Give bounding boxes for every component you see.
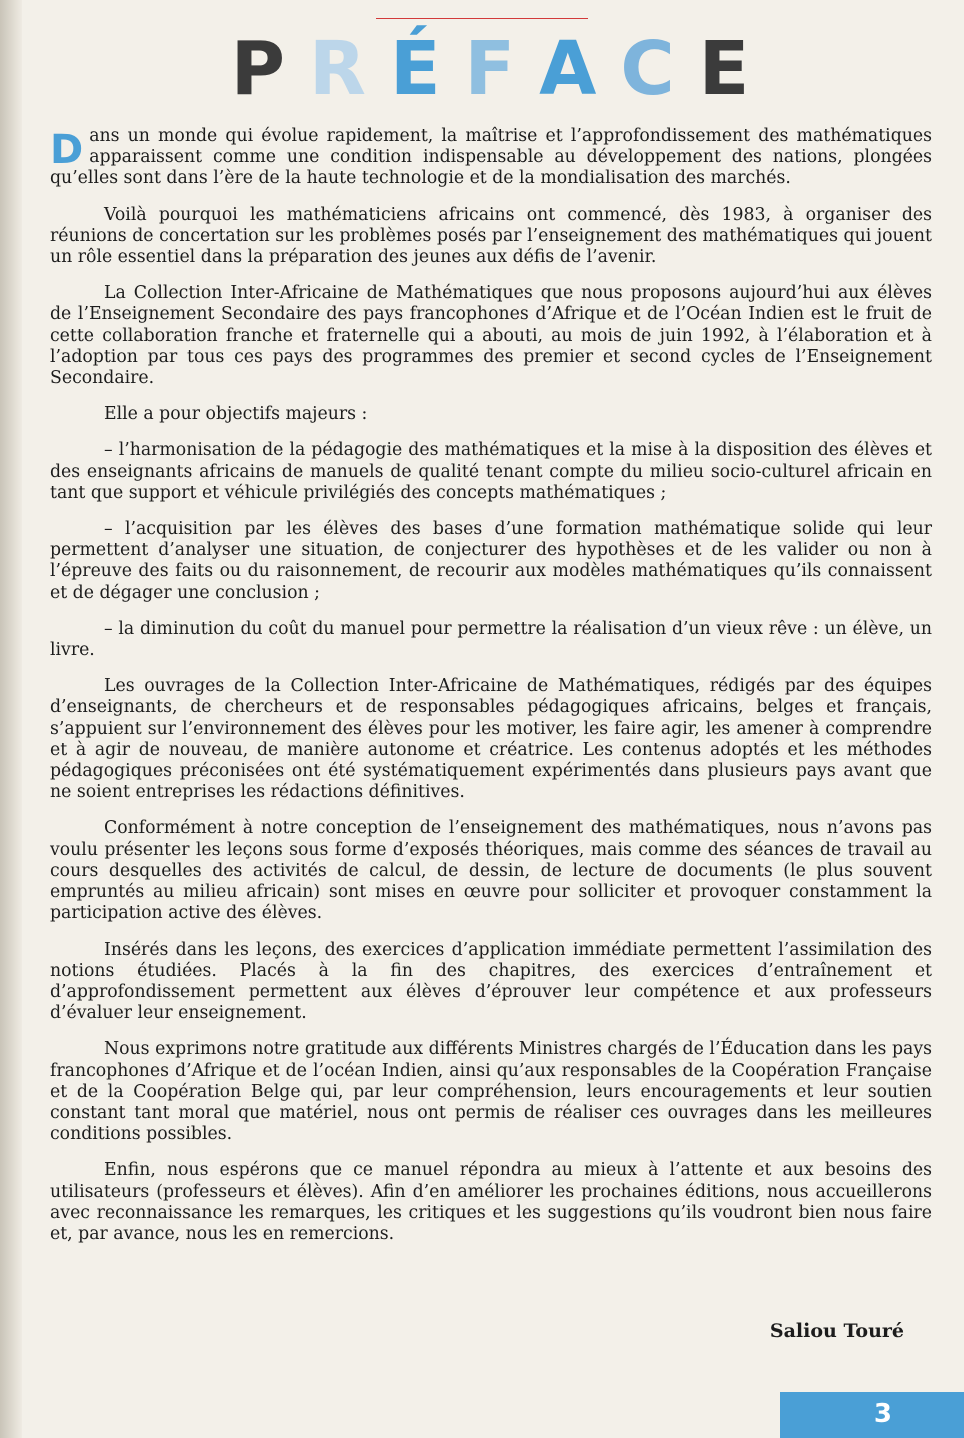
title-letter: F bbox=[464, 26, 540, 112]
paragraph-intro bbox=[50, 126, 932, 190]
title-letter: P bbox=[230, 26, 309, 112]
objectives-heading: Elle a pour objectifs majeurs : bbox=[104, 404, 368, 425]
paragraph: Conformément à notre conception de l’enseignement des mathématiques, nous n’avons pas voulu présenter les leçons sous forme d’exposés théoriques, mais comme des séances de travail au cours desquelles des activités de calcul, de dessin, de lecture de documents (le plus souvent empruntés au milieu africain) sont mises en œuvre pour solliciter et provoquer constamment la participation active des élèves. bbox=[50, 818, 932, 924]
author-signature: Saliou Touré bbox=[769, 1320, 904, 1342]
paragraph: Insérés dans les leçons, des exercices d’application immédiate permettent l’assimilation des notions étudiées. Placés à la fin des chapitres, des exercices d’entraînement et d’approfondissement permettent aux élèves d’éprouver leur compétence et aux professeurs d’évaluer leur enseignement. bbox=[50, 939, 932, 1024]
title-letter: A bbox=[539, 26, 621, 112]
objective-item: – l’acquisition par les élèves des bases d’une formation mathématique solide qui leur permettent d’analyser une situation, de conjecturer des hypothèses et de les valider ou non à l’épreuve des faits ou du raisonnement, de recourir aux modèles mathématiques qu’ils connaissent et de dégager une conclusion ; bbox=[50, 519, 932, 603]
drop-cap: D bbox=[50, 127, 84, 173]
paragraph: Les ouvrages de la Collection Inter-Africaine de Mathématiques, rédigés par des équipes d’enseignants, de chercheurs et de responsables pédagogiques africains, belges et français, s’appuient sur l’environnement des élèves pour les motiver, les faire agir, les amener à comprendre et à agir de nouveau, de manière autonome et créatrice. Les contenus adoptés et les méthodes pédagogiques préconisées ont été systématiquement expérimentés dans plusieurs pays avant que ne soient entreprises les rédactions définitives. bbox=[50, 676, 932, 803]
paragraph: Voilà pourquoi les mathématiciens africains ont commencé, dès 1983, à organiser des réunions de concertation sur les problèmes posés par l’enseignement des mathématiques qui jouent un rôle essentiel dans la préparation des jeunes aux défis de l’avenir. bbox=[50, 204, 932, 268]
title-letter: R bbox=[308, 26, 390, 112]
preface-body bbox=[50, 126, 932, 1260]
title-letter: C bbox=[620, 26, 699, 112]
page-number-tab bbox=[780, 1392, 964, 1438]
title-letter: É bbox=[389, 26, 465, 112]
paragraph: Enfin, nous espérons que ce manuel répondra au mieux à l’attente et aux besoins des utilisateurs (professeurs et élèves). Afin d’en améliorer les prochaines éditions, nous accueillerons avec reconnaissance les remarques, les critiques et les suggestions qu’ils voudront bien nous faire et, par avance, nous les en remercions. bbox=[50, 1160, 932, 1244]
title-letter: E bbox=[698, 26, 774, 112]
objective-item: – l’harmonisation de la pédagogie des mathématiques et la mise à la disposition des élèves et des enseignants africains de manuels de qualité tenant compte du milieu socio-culturel africain en tant que support et véhicule privilégiés des concepts mathématiques ; bbox=[50, 440, 932, 503]
paragraph: La Collection Inter-Africaine de Mathématiques que nous proposons aujourd’hui aux élèves de l’Enseignement Secondaire des pays francophones d’Afrique et de l’Océan Indien est le fruit de cette collaboration franche et fraternelle qui a abouti, au mois de juin 1992, à l’élaboration et à l’adoption par tous ces pays des programmes des premier et second cycles de l’Enseignement Secondaire. bbox=[50, 283, 932, 389]
page-title bbox=[0, 26, 964, 116]
objective-item: – la diminution du coût du manuel pour permettre la réalisation d’un vieux rêve : un élève, un livre. bbox=[50, 618, 932, 661]
page-number: 3 bbox=[873, 1399, 892, 1429]
page-shadow-edge bbox=[0, 0, 22, 1438]
top-red-rule bbox=[376, 18, 588, 19]
paragraph: Nous exprimons notre gratitude aux différents Ministres chargés de l’Éducation dans les pays francophones d’Afrique et de l’océan Indien, ainsi qu’aux responsables de la Coopération Française et de la Coopération Belge qui, par leur compréhension, leurs encouragements et leur soutien constant tant moral que matériel, nous ont permis de réaliser ces ouvrages dans les meilleures conditions possibles. bbox=[50, 1039, 932, 1145]
paragraph-text: ans un monde qui évolue rapidement, la maîtrise et l’approfondissement des mathématiques apparaissent comme une condition indispensable au développement des nations, plongées qu’elles sont dans l’ère de la haute technologie et de la mondialisation des marchés. bbox=[50, 126, 932, 189]
